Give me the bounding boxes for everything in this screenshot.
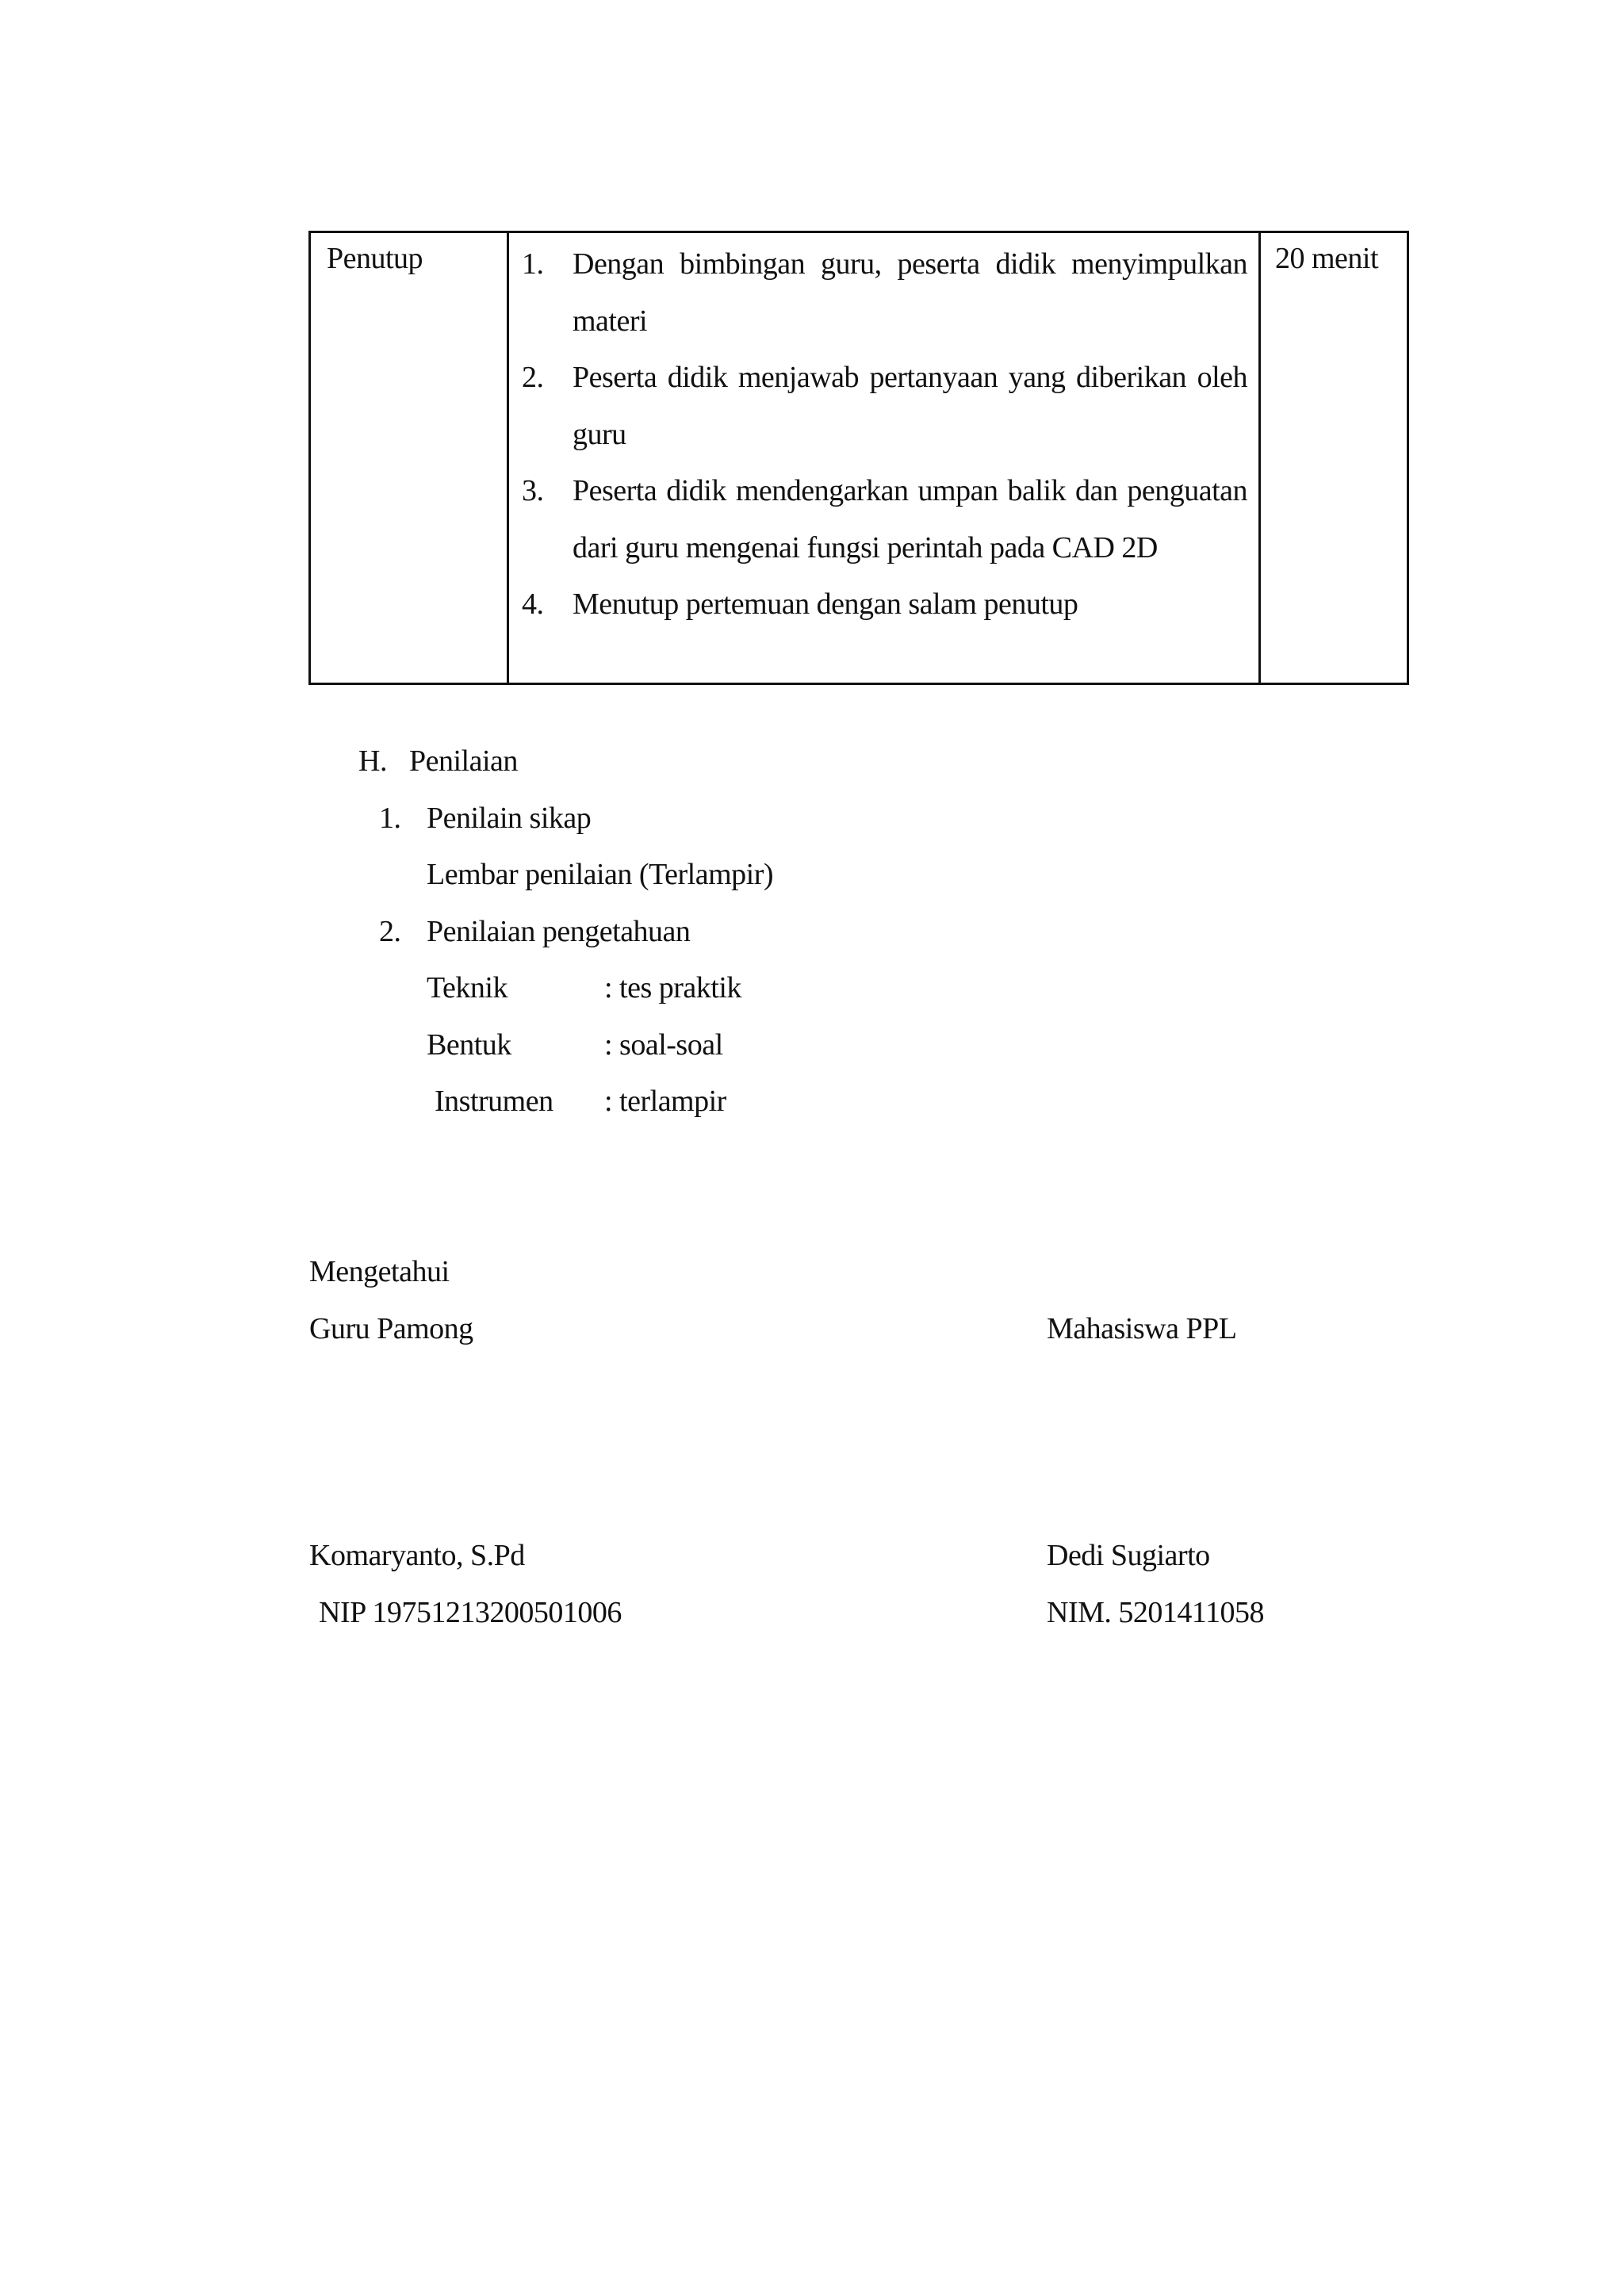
item-number: 1. bbox=[379, 801, 401, 835]
field-row bbox=[427, 1073, 773, 1131]
list-item-number: 3. bbox=[522, 474, 544, 507]
assessment-item bbox=[379, 790, 773, 848]
left-role: Guru Pamong bbox=[309, 1312, 473, 1345]
table-cell-phase bbox=[311, 233, 509, 683]
field-value: : terlampir bbox=[604, 1085, 726, 1118]
section-letter: H. bbox=[358, 744, 387, 778]
activity-list bbox=[522, 236, 1247, 633]
list-item-number: 4. bbox=[522, 587, 544, 621]
signature-left-header bbox=[309, 1243, 473, 1357]
field-row bbox=[427, 960, 773, 1017]
time-label: 20 menit bbox=[1275, 242, 1379, 275]
list-item-number: 1. bbox=[522, 247, 544, 281]
field-value: : tes praktik bbox=[604, 971, 741, 1004]
list-item-text: Peserta didik mendengarkan umpan balik dan penguatan dari guru mengenai fungsi perintah pada CAD 2D bbox=[573, 474, 1247, 564]
item-detail: Lembar penilaian (Terlampir) bbox=[427, 858, 774, 891]
list-item bbox=[522, 350, 1247, 463]
field-key: Teknik bbox=[427, 971, 508, 1004]
list-item-text: Peserta didik menjawab pertanyaan yang diberikan oleh guru bbox=[573, 361, 1247, 451]
left-id: NIP 19751213200501006 bbox=[319, 1596, 622, 1629]
signature-right-footer bbox=[1047, 1527, 1264, 1641]
item-title: Penilaian pengetahuan bbox=[427, 914, 691, 948]
phase-label: Penutup bbox=[327, 242, 423, 275]
list-item bbox=[522, 236, 1247, 350]
table-cell-time bbox=[1261, 233, 1407, 683]
assessment-item bbox=[379, 904, 773, 961]
field-value: : soal-soal bbox=[604, 1027, 723, 1062]
signature-right-header bbox=[1047, 1300, 1236, 1357]
right-id: NIM. 5201411058 bbox=[1047, 1596, 1264, 1629]
table-cell-activities bbox=[509, 233, 1261, 683]
acknowledge-label: Mengetahui bbox=[309, 1255, 450, 1288]
section-title: Penilaian bbox=[409, 744, 518, 778]
list-item-number: 2. bbox=[522, 361, 544, 394]
right-role: Mahasiswa PPL bbox=[1047, 1312, 1237, 1345]
list-item-text: Dengan bimbingan guru, peserta didik menyimpulkan materi bbox=[573, 247, 1247, 338]
field-key: Instrumen bbox=[435, 1085, 553, 1118]
field-key: Bentuk bbox=[427, 1027, 511, 1062]
item-title: Penilain sikap bbox=[427, 801, 592, 835]
left-name: Komaryanto, S.Pd bbox=[309, 1539, 525, 1572]
field-row bbox=[427, 1017, 773, 1074]
list-item-text: Menutup pertemuan dengan salam penutup bbox=[573, 587, 1078, 621]
assessment-section bbox=[358, 733, 773, 1131]
section-heading bbox=[358, 733, 773, 790]
signature-left-footer bbox=[309, 1527, 622, 1641]
item-number: 2. bbox=[379, 914, 401, 948]
right-name: Dedi Sugiarto bbox=[1047, 1539, 1210, 1572]
activity-table bbox=[308, 231, 1409, 685]
list-item bbox=[522, 463, 1247, 576]
list-item bbox=[522, 576, 1247, 633]
